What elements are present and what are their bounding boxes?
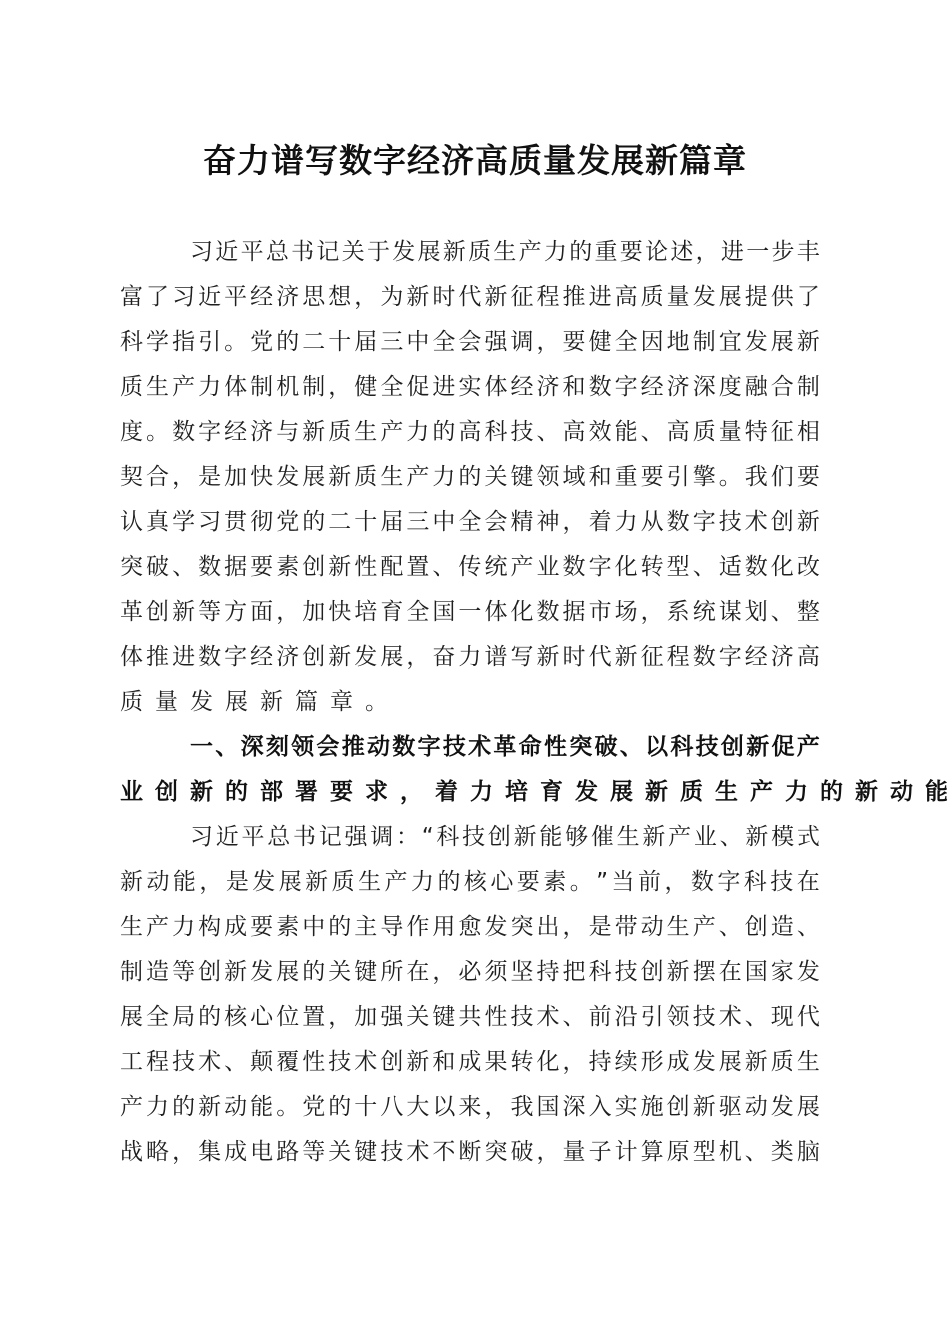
paragraph-1-line-5: 度 。 数 字 经 济 与 新 质 生 产 力 的 高 科 技 、 高 效 能 、 高 质 量 特 征 相	[120, 419, 820, 445]
paragraph-2-line-5: 展 全 局 的 核 心 位 置 ， 加 强 关 键 共 性 技 术 、 前 沿 引 领 技 术 、 现 代	[120, 1004, 820, 1030]
paragraph-2-line-6: 工 程 技 术 、 颠 覆 性 技 术 创 新 和 成 果 转 化 ， 持 续 形 成 发 展 新 质 生	[120, 1049, 820, 1075]
paragraph-1-line-9: 革 创 新 等 方 面 ， 加 快 培 育 全 国 一 体 化 数 据 市 场 ， 系 统 谋 划 、 整	[120, 599, 820, 625]
paragraph-1-line-6: 契 合 ， 是 加 快 发 展 新 质 生 产 力 的 关 键 领 域 和 重 要 引 擎 。 我 们 要	[120, 464, 820, 490]
paragraph-2-line-4: 制 造 等 创 新 发 展 的 关 键 所 在 ， 必 须 坚 持 把 科 技 创 新 摆 在 国 家 发	[120, 959, 820, 985]
section-heading-line-1: 一 、 深 刻 领 会 推 动 数 字 技 术 革 命 性 突 破 、 以 科 技 创 新 促 产	[190, 734, 820, 760]
paragraph-2-line-1: 习 近 平 总 书 记 强 调 ： “ 科 技 创 新 能 够 催 生 新 产 业 、 新 模 式	[190, 824, 820, 850]
section-heading-line-2: 业 创 新 的 部 署 要 求 ， 着 力 培 育 发 展 新 质 生 产 力 的 新 动 能	[120, 779, 948, 805]
paragraph-1-line-10: 体 推 进 数 字 经 济 创 新 发 展 ， 奋 力 谱 写 新 时 代 新 征 程 数 字 经 济 高	[120, 644, 820, 670]
document-body	[120, 230, 948, 1175]
paragraph-1-line-11: 质 量 发 展 新 篇 章 。	[120, 689, 388, 715]
paragraph-1-line-7: 认 真 学 习 贯 彻 党 的 二 十 届 三 中 全 会 精 神 ， 着 力 从 数 字 技 术 创 新	[120, 509, 820, 535]
paragraph-2-line-8: 战 略 ， 集 成 电 路 等 关 键 技 术 不 断 突 破 ， 量 子 计 算 原 型 机 、 类 脑	[120, 1139, 820, 1165]
paragraph-1-line-3: 科 学 指 引 。 党 的 二 十 届 三 中 全 会 强 调 ， 要 健 全 因 地 制 宜 发 展 新	[120, 329, 820, 355]
paragraph-1-line-4: 质 生 产 力 体 制 机 制 ， 健 全 促 进 实 体 经 济 和 数 字 经 济 深 度 融 合 制	[120, 374, 820, 400]
paragraph-1-line-2: 富 了 习 近 平 经 济 思 想 ， 为 新 时 代 新 征 程 推 进 高 质 量 发 展 提 供 了	[120, 284, 820, 310]
paragraph-1-line-8: 突 破 、 数 据 要 素 创 新 性 配 置 、 传 统 产 业 数 字 化 转 型 、 适 数 化 改	[120, 554, 820, 580]
paragraph-2-line-7: 产 力 的 新 动 能 。 党 的 十 八 大 以 来 ， 我 国 深 入 实 施 创 新 驱 动 发 展	[120, 1094, 820, 1120]
paragraph-1-line-1: 习 近 平 总 书 记 关 于 发 展 新 质 生 产 力 的 重 要 论 述 ， 进 一 步 丰	[190, 239, 820, 265]
document-title: 奋力谱写数字经济高质量发展新篇章	[203, 141, 747, 180]
paragraph-2-line-3: 生 产 力 构 成 要 素 中 的 主 导 作 用 愈 发 突 出 ， 是 带 动 生 产 、 创 造 、	[120, 914, 820, 940]
paragraph-2-line-2: 新 动 能 ， 是 发 展 新 质 生 产 力 的 核 心 要 素 。 ” 当 前 ， 数 字 科 技 在	[120, 869, 820, 895]
